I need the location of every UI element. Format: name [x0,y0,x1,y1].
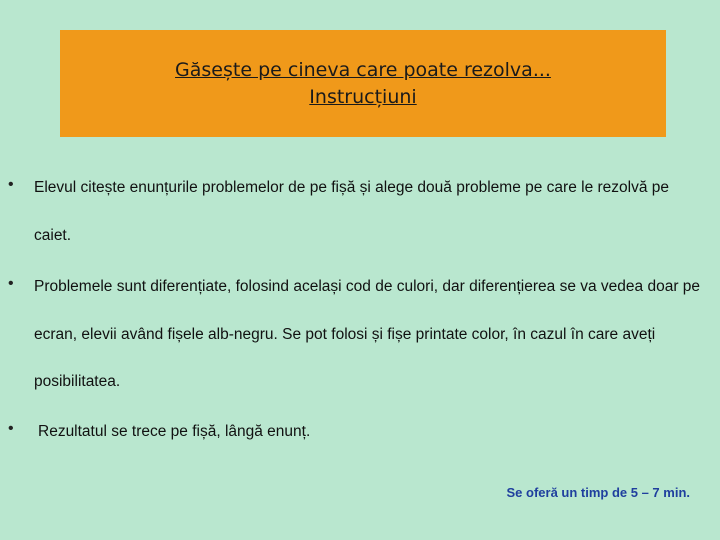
bullet-icon: • [8,275,14,292]
bullet-icon: • [8,420,14,437]
list-item-text: Problemele sunt diferențiate, folosind același cod de culori, dar diferențierea se va vedea doar pe ecran, elevii având fișele alb-negru. Se pot folosi și fișe printate color, în cazul în care aveți posibilitatea. [34,278,701,390]
list-item-text: Rezultatul se trece pe fișă, lângă enunț. [38,423,311,440]
time-note: Se oferă un timp de 5 – 7 min. [506,485,690,500]
title-box [60,30,666,137]
slide-subtitle: Instrucțiuni [309,85,417,108]
bullet-icon: • [8,176,14,193]
list-item-text: Elevul citește enunțurile problemelor de pe fișă și alege două probleme pe care le rezolvă pe caiet. [34,179,670,244]
slide-title: Găsește pe cineva care poate rezolva... [175,58,551,81]
